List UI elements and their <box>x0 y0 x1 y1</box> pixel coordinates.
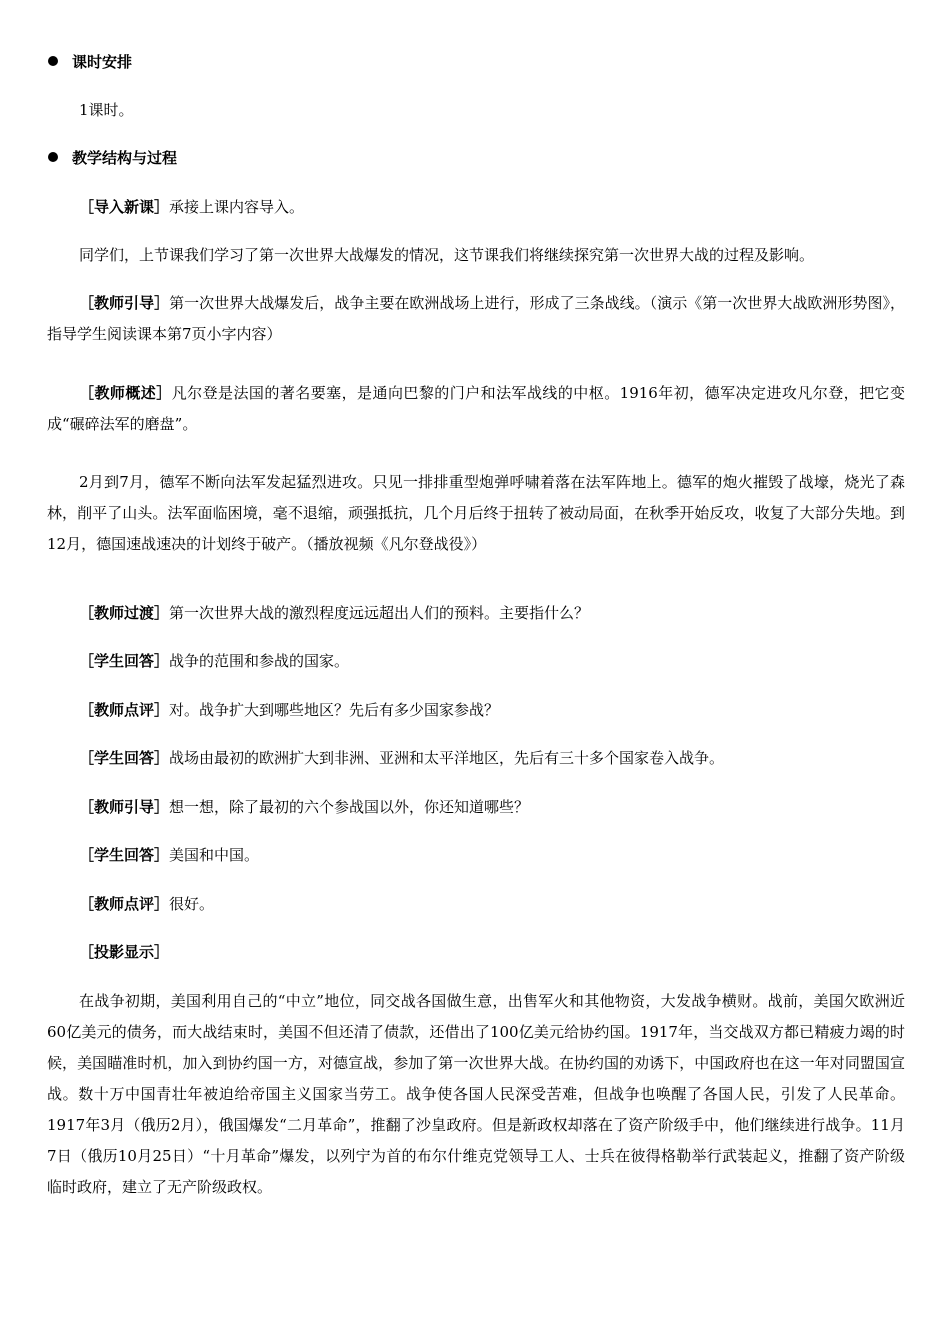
paragraph-projection-label: ［投影显示］ <box>79 943 170 961</box>
paragraph-teacher-transition: ［教师过渡］第一次世界大战的激烈程度远远超出人们的预料。主要指什么？ <box>79 604 590 622</box>
schedule-content: 1课时。 <box>79 101 134 119</box>
paragraph-verdun: 2月到7月，德军不断向法军发起猛烈进攻。只见一排排重型炮弹呼啸着落在法军阵地上。德军的炮火摧毁了战壕，烧光了森林，削平了山头。法军面临困境，毫不退缩，顽强抵抗，几个月后终于扭转了被动局面，在秋季开始反攻，收复了大部分失地。到12月，德国速战速决的计划终于破产。（播放视频《凡尔登战役》） <box>47 473 905 553</box>
paragraph-teacher-comment-2: ［教师点评］很好。 <box>79 895 215 913</box>
paragraph-intro: ［导入新课］承接上课内容导入。 <box>79 198 305 216</box>
section-heading-schedule: 课时安排 <box>48 51 132 73</box>
paragraph-projection-content: 在战争初期，美国利用自己的“中立”地位，同交战各国做生意，出售军火和其他物资，大发战争横财。战前，美国欠欧洲近60亿美元的债务，而大战结束时，美国不但还清了债款，还借出了100亿美元给协约国。1917年，当交战双方都已精疲力竭的时候，美国瞄准时机，加入到协约国一方，对德宣战，参加了第一次世界大战。在协约国的劝诱下，中国政府也在这一年对同盟国宣战。数十万中国青壮年被迫给帝国主义国家当劳工。战争使各国人民深受苦难，但战争也唤醒了各国人民，引发了人民革命。1917年3月（俄历2月），俄国爆发“二月革命”，推翻了沙皇政府。但是新政权却落在了资产阶级手中，他们继续进行战争。11月7日（俄历10月25日）“十月革命”爆发，以列宁为首的布尔什维克党领导工人、士兵在彼得格勒举行武装起义，推翻了资产阶级临时政府，建立了无产阶级政权。 <box>47 992 905 1196</box>
paragraph-student-answer-3: ［学生回答］美国和中国。 <box>79 846 260 864</box>
paragraph-student-answer-2: ［学生回答］战场由最初的欧洲扩大到非洲、亚洲和太平洋地区，先后有三十多个国家卷入战争。 <box>79 749 725 767</box>
paragraph-teacher-comment-1: ［教师点评］对。战争扩大到哪些地区？先后有多少国家参战？ <box>79 701 500 719</box>
paragraph-teacher-overview: ［教师概述］凡尔登是法国的著名要塞，是通向巴黎的门户和法军战线的中枢。1916年初，德军决定进攻凡尔登，把它变成“碾碎法军的磨盘”。 <box>47 384 905 433</box>
bullet-icon <box>48 56 58 66</box>
bullet-icon <box>48 152 58 162</box>
paragraph-teacher-guide-1: ［教师引导］第一次世界大战爆发后，战争主要在欧洲战场上进行，形成了三条战线。（演示《第一次世界大战欧洲形势图》，指导学生阅读课本第7页小字内容） <box>47 294 905 343</box>
paragraph-teacher-guide-2: ［教师引导］想一想，除了最初的六个参战国以外，你还知道哪些？ <box>79 798 530 816</box>
paragraph-student-answer-1: ［学生回答］战争的范围和参战的国家。 <box>79 652 350 670</box>
paragraph-opening: 同学们，上节课我们学习了第一次世界大战爆发的情况，这节课我们将继续探究第一次世界大战的过程及影响。 <box>79 246 815 264</box>
section-heading-structure: 教学结构与过程 <box>48 147 177 169</box>
